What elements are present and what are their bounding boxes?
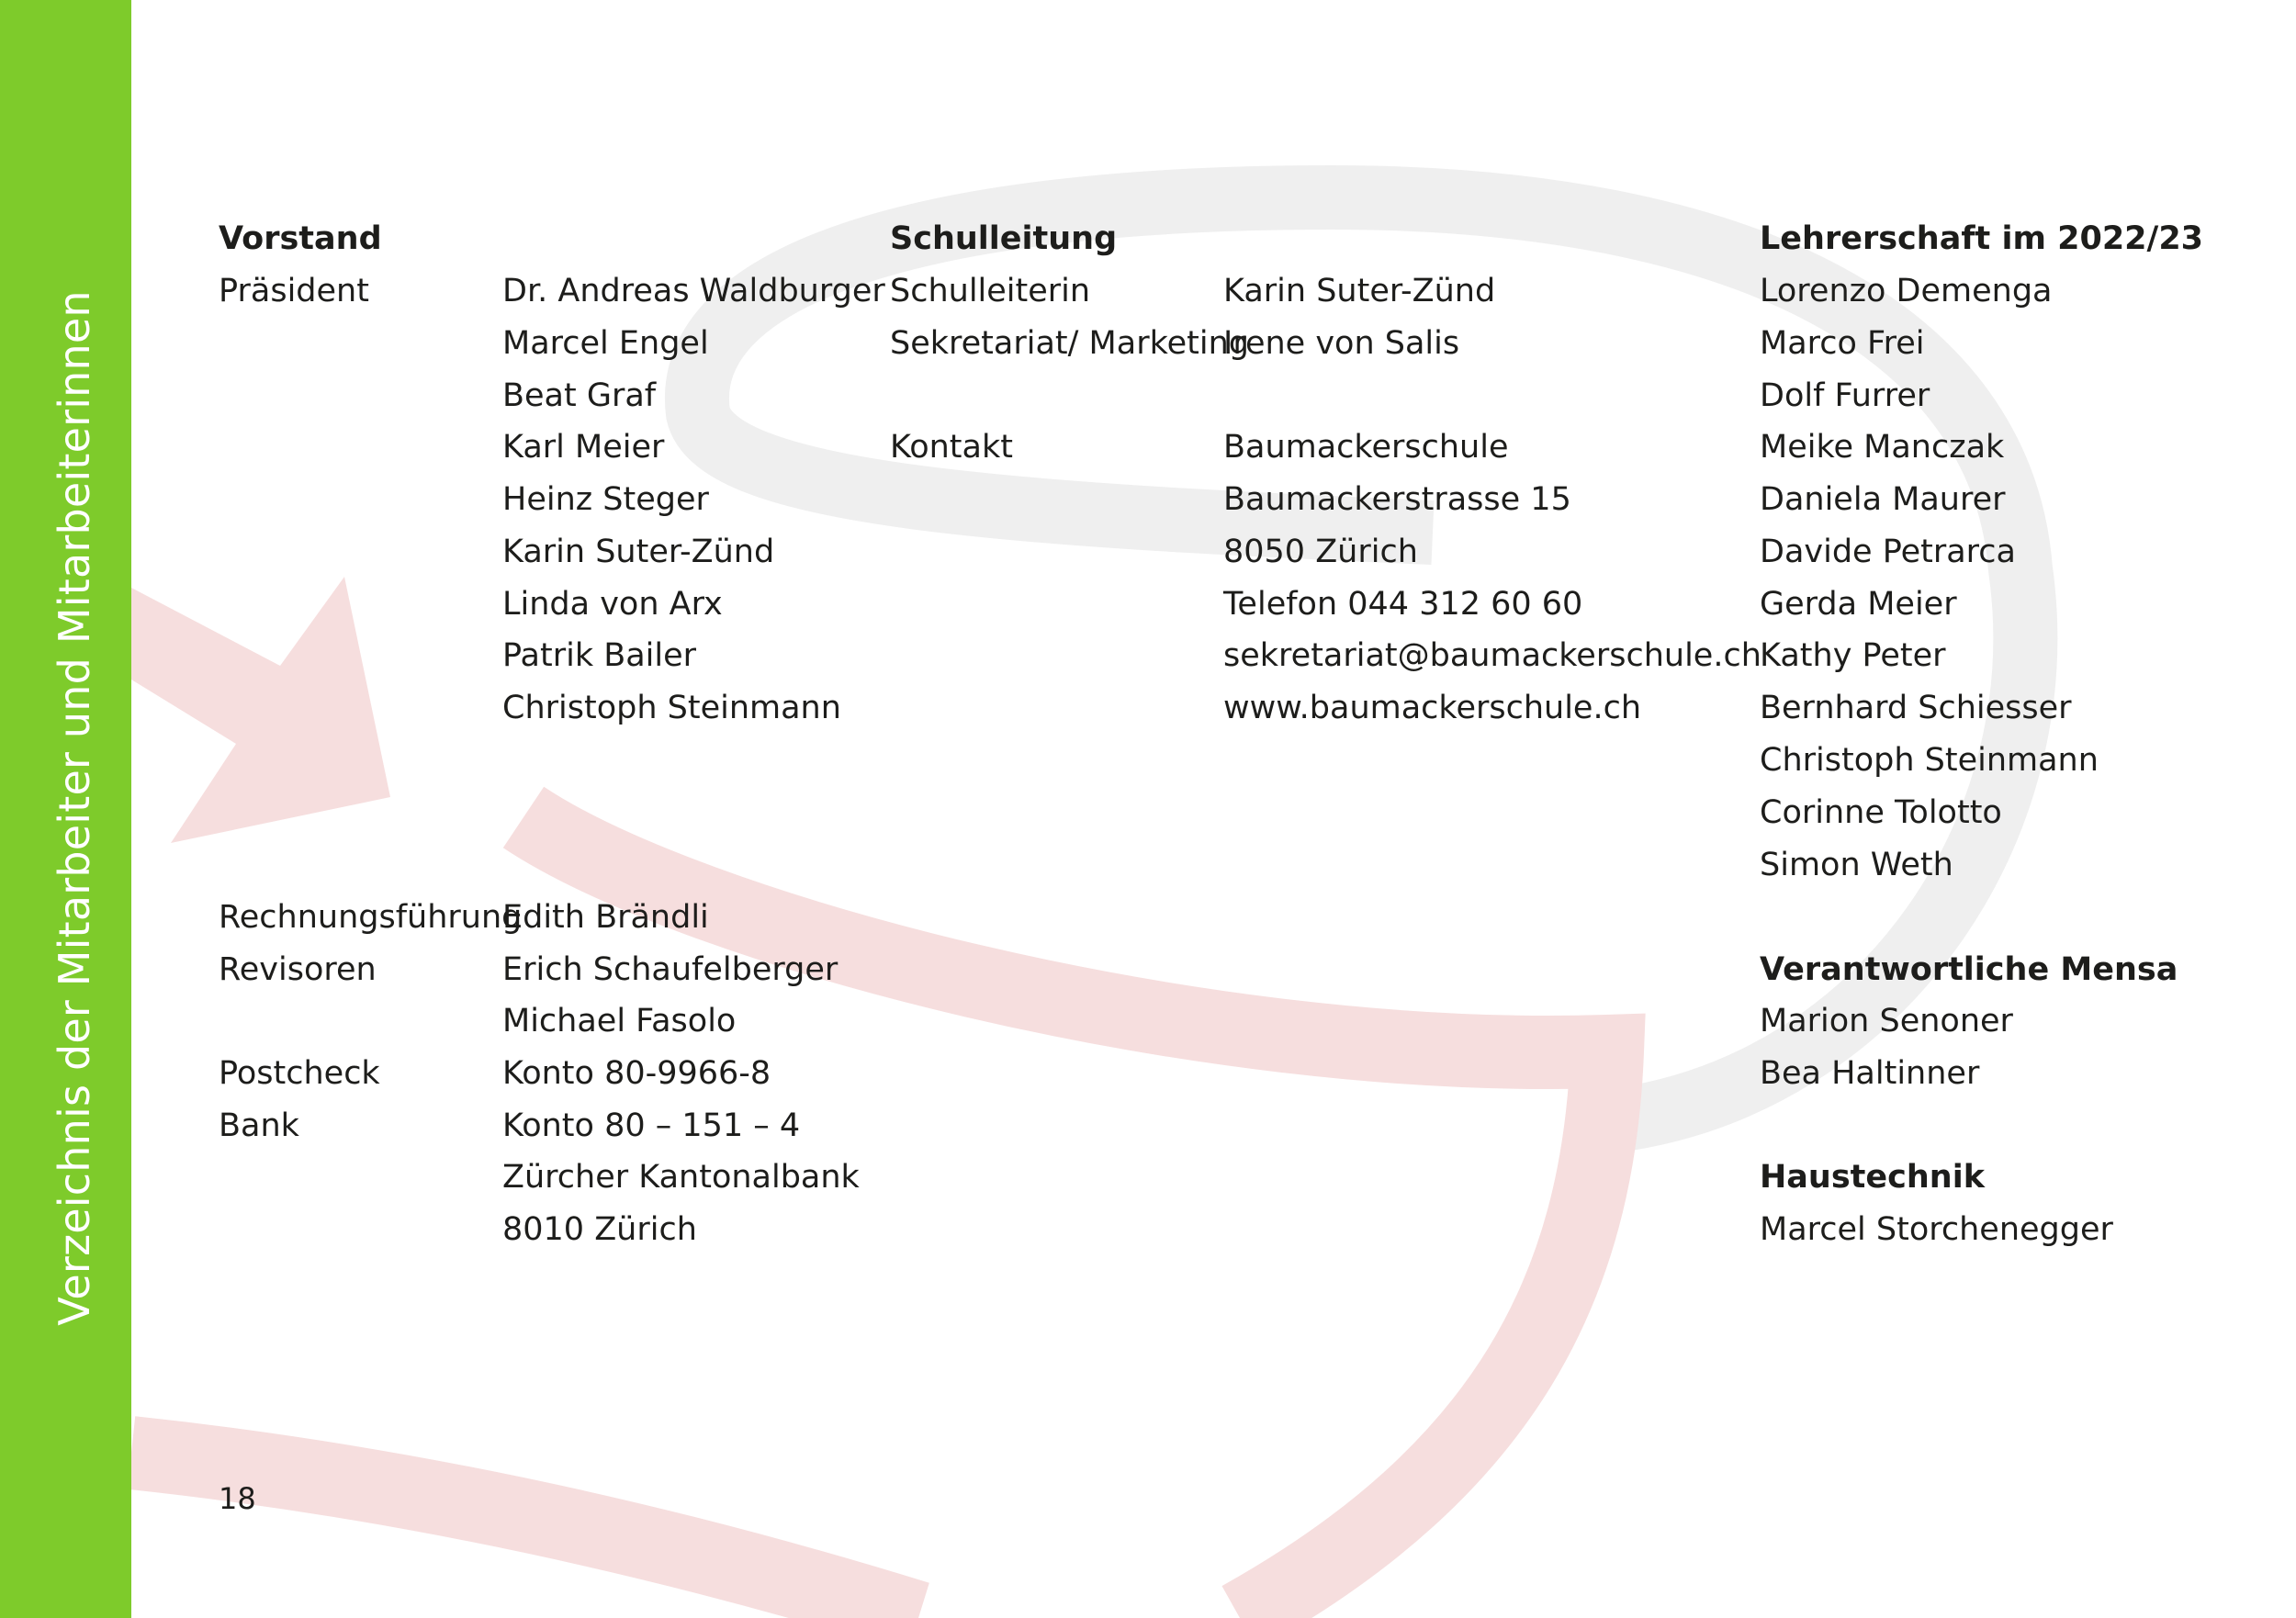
- bank-line: Zürcher Kantonalbank: [502, 1159, 860, 1196]
- teacher-name: Marco Frei: [1760, 325, 1925, 362]
- vorstand-member: Dr. Andreas Waldburger: [502, 273, 885, 309]
- contact-website-link[interactable]: www.baumackerschule.ch: [1223, 690, 1642, 726]
- vorstand-member: Karin Suter-Zünd: [502, 534, 775, 570]
- postcheck-label: Postcheck: [219, 1055, 380, 1092]
- school-head-label: Schulleiterin: [890, 273, 1091, 309]
- teacher-name: Lorenzo Demenga: [1760, 273, 2053, 309]
- contact-school-name: Baumackerschule: [1223, 429, 1509, 466]
- vorstand-member: Linda von Arx: [502, 586, 723, 623]
- accounting-name: Edith Brändli: [502, 899, 709, 936]
- mensa-member: Marion Senoner: [1760, 1003, 2013, 1039]
- teacher-name: Davide Petrarca: [1760, 534, 2016, 570]
- bank-line: Konto 80 – 151 – 4: [502, 1107, 801, 1144]
- mensa-heading: Verantwortliche Mensa: [1760, 951, 2178, 988]
- secretariat-name: Irene von Salis: [1223, 325, 1460, 362]
- auditors-label: Revisoren: [219, 951, 377, 988]
- teacher-name: Dolf Furrer: [1760, 377, 1930, 414]
- contact-street: Baumackerstrasse 15: [1223, 481, 1571, 518]
- vorstand-heading: Vorstand: [219, 220, 382, 257]
- pink-bottom-curve: [131, 1453, 918, 1618]
- teacher-name: Bernhard Schiesser: [1760, 690, 2072, 726]
- vorstand-member: Heinz Steger: [502, 481, 709, 518]
- contact-phone: Telefon 044 312 60 60: [1223, 586, 1583, 623]
- teacher-name: Simon Weth: [1760, 847, 1953, 883]
- vorstand-member: Marcel Engel: [502, 325, 709, 362]
- contact-email-link[interactable]: sekretariat@baumackerschule.ch: [1223, 637, 1761, 674]
- accounting-label: Rechnungsführung: [219, 899, 523, 936]
- teacher-name: Meike Manczak: [1760, 429, 2005, 466]
- secretariat-label: Sekretariat/ Marketing: [890, 325, 1249, 362]
- teacher-name: Kathy Peter: [1760, 637, 1946, 674]
- auditor-name: Michael Fasolo: [502, 1003, 737, 1039]
- haustechnik-member: Marcel Storchenegger: [1760, 1211, 2113, 1248]
- vorstand-role-label: Präsident: [219, 273, 369, 309]
- school-head-name: Karin Suter-Zünd: [1223, 273, 1496, 309]
- schulleitung-heading: Schulleitung: [890, 220, 1118, 257]
- bank-line: 8010 Zürich: [502, 1211, 697, 1248]
- sidebar-title: Verzeichnis der Mitarbeiter und Mitarbeiterinnen: [50, 290, 99, 1326]
- teacher-name: Daniela Maurer: [1760, 481, 2006, 518]
- sidebar: [0, 0, 131, 1618]
- vorstand-member: Karl Meier: [502, 429, 665, 466]
- lehrerschaft-heading: Lehrerschaft im 2022/23: [1760, 220, 2204, 257]
- teacher-name: Christoph Steinmann: [1760, 742, 2099, 779]
- contact-city: 8050 Zürich: [1223, 534, 1418, 570]
- haustechnik-heading: Haustechnik: [1760, 1159, 1985, 1196]
- vorstand-member: Beat Graf: [502, 377, 657, 414]
- pink-arrow: [131, 577, 390, 843]
- contact-label: Kontakt: [890, 429, 1013, 466]
- postcheck-value: Konto 80-9966-8: [502, 1055, 771, 1092]
- teacher-name: Corinne Tolotto: [1760, 794, 2002, 831]
- bank-label: Bank: [219, 1107, 299, 1144]
- mensa-member: Bea Haltinner: [1760, 1055, 1980, 1092]
- page-number: 18: [219, 1481, 256, 1516]
- vorstand-member: Christoph Steinmann: [502, 690, 841, 726]
- teacher-name: Gerda Meier: [1760, 586, 1957, 623]
- vorstand-member: Patrik Bailer: [502, 637, 697, 674]
- auditor-name: Erich Schaufelberger: [502, 951, 838, 988]
